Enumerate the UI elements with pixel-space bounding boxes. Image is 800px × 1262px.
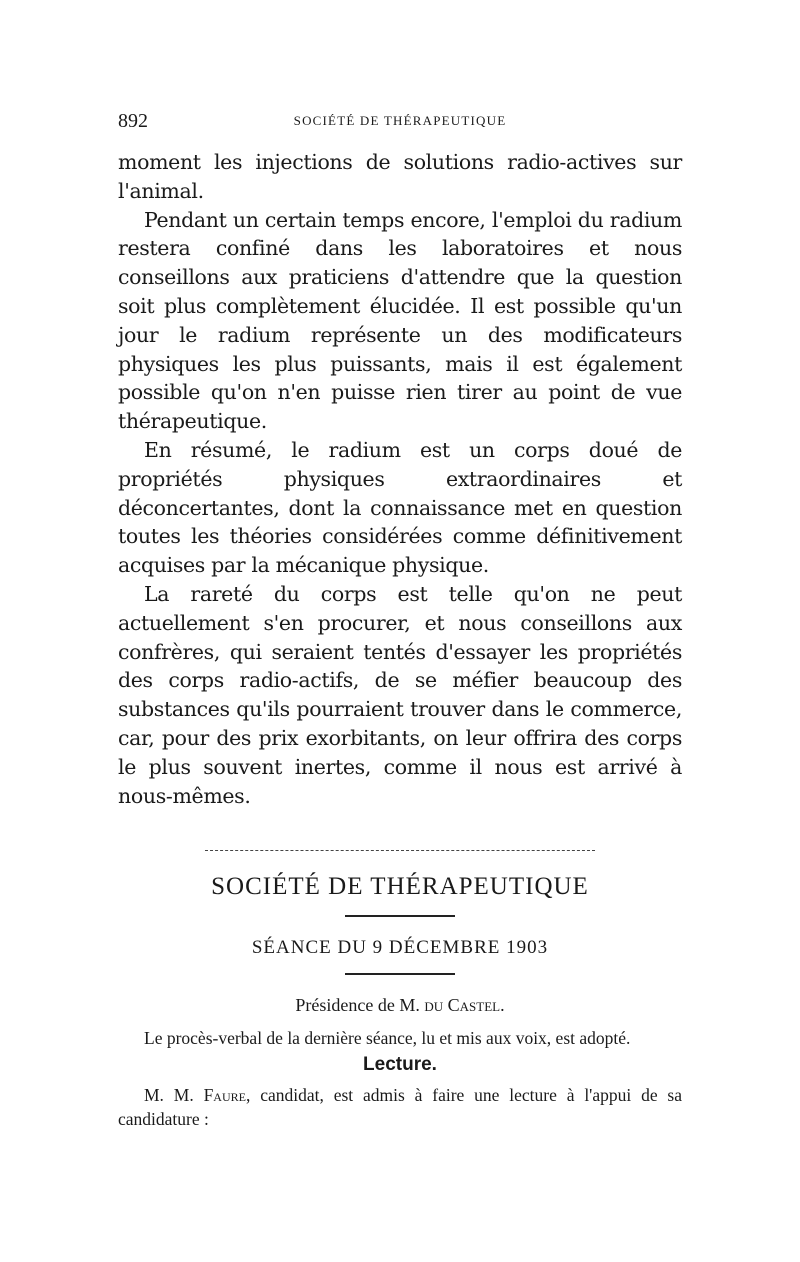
paragraph-2: Pendant un certain temps encore, l'emploi du radium restera confiné dans les laboratoires et nous conseillons aux praticiens d'attendre que la question soit plus complètement élucidée. Il est possible qu'un jour le radium représente un des modificateurs physiques les plus puissants, mais il est également possible qu'on n'en puisse rien tirer au point de vue thérapeutique.: [118, 207, 682, 434]
lecture-name: Faure: [203, 1085, 246, 1106]
proces-verbal: Le procès-verbal de la dernière séance, lu et mis aux voix, est adopté.: [144, 1028, 631, 1049]
running-title: SOCIÉTÉ DE THÉRAPEUTIQUE: [293, 113, 507, 128]
running-head: [118, 110, 682, 136]
title-rule: [345, 915, 455, 917]
seance-date: SÉANCE DU 9 DÉCEMBRE 1903: [251, 937, 549, 959]
presidence-suffix: .: [500, 995, 505, 1016]
presidence-name: du Castel: [424, 995, 501, 1016]
seance-rule: [345, 973, 455, 975]
paragraph-3: En résumé, le radium est un corps doué de propriétés physiques extraordinaires et déconcertantes, dont la connaissance met en question toutes les théories considérées comme définitivement acquises par la mécanique physique.: [118, 437, 682, 578]
session-text: [118, 1026, 682, 1131]
lecture-prefix: M. M.: [144, 1085, 204, 1106]
lecture-paragraph: [118, 1083, 682, 1131]
lecture-text: , candidat, est admis à faire une lecture à l'appui de sa candidature :: [118, 1085, 683, 1130]
section-divider: [205, 850, 595, 851]
paragraph-4: La rareté du corps est telle qu'on ne peut actuellement s'en procurer, et nous conseillons aux confrères, qui seraient tentés d'essayer les propriétés des corps radio-actifs, de se méfier beaucoup des substances qu'ils pourraient trouver dans le commerce, car, pour des prix exorbitants, on leur offrira des corps le plus souvent inertes, comme il nous est arrivé à nous-mêmes.: [118, 581, 682, 808]
subheading-lecture: Lecture.: [363, 1054, 437, 1076]
page-number: 892: [118, 110, 148, 132]
paragraph-1: moment les injections de solutions radio-actives sur l'animal.: [118, 150, 682, 203]
document-page: [118, 110, 682, 1131]
body-text: [118, 148, 682, 810]
presidence-prefix: Présidence de M.: [295, 995, 425, 1016]
section-title: SOCIÉTÉ DE THÉRAPEUTIQUE: [211, 873, 589, 901]
presidence-line: [118, 995, 682, 1016]
